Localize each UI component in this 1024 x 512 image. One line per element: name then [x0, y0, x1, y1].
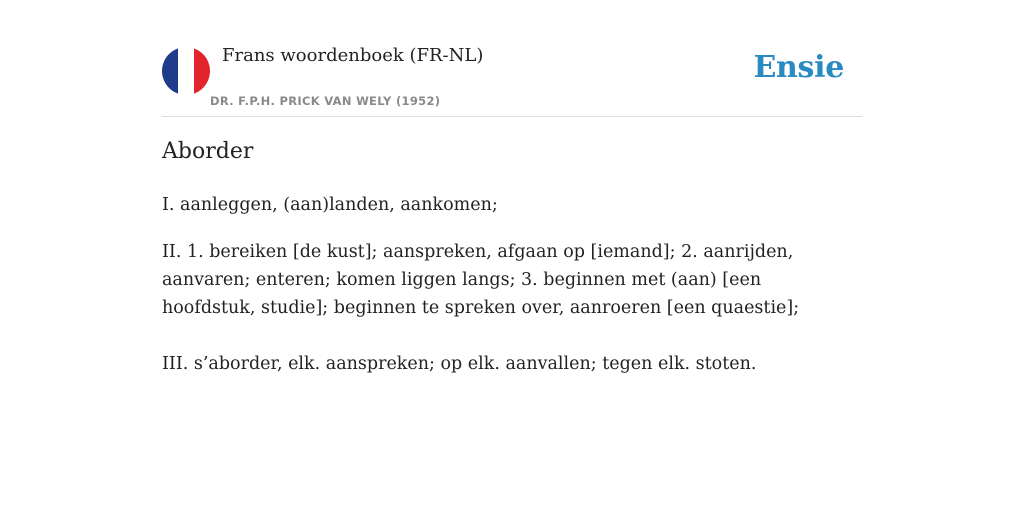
flag-stripe-blue — [162, 47, 178, 95]
flag-stripe-white — [178, 47, 194, 95]
dictionary-author: DR. F.P.H. PRICK VAN WELY (1952) — [210, 94, 441, 108]
definition-paragraph: I. aanleggen, (aan)landen, aankomen; — [162, 195, 498, 215]
dictionary-title[interactable]: Frans woordenboek (FR-NL) — [222, 45, 484, 66]
entry-headword: Aborder — [162, 139, 254, 164]
ensie-logo[interactable]: Ensie — [753, 50, 844, 85]
definition-paragraph: III. s’aborder, elk. aanspreken; op elk. aanvallen; tegen elk. stoten. — [162, 354, 757, 374]
france-flag-icon — [162, 47, 210, 95]
dictionary-header — [162, 0, 862, 117]
flag-stripe-red — [194, 47, 210, 95]
page-container — [162, 0, 862, 374]
definition-paragraph: II. 1. bereiken [de kust]; aanspreken, afgaan op [iemand]; 2. aanrijden, aanvaren; enteren; komen liggen langs; 3. beginnen met (aan) [een hoofdstuk, studie]; beginnen te spreken over, aanroeren [een quaestie]; — [162, 242, 800, 318]
